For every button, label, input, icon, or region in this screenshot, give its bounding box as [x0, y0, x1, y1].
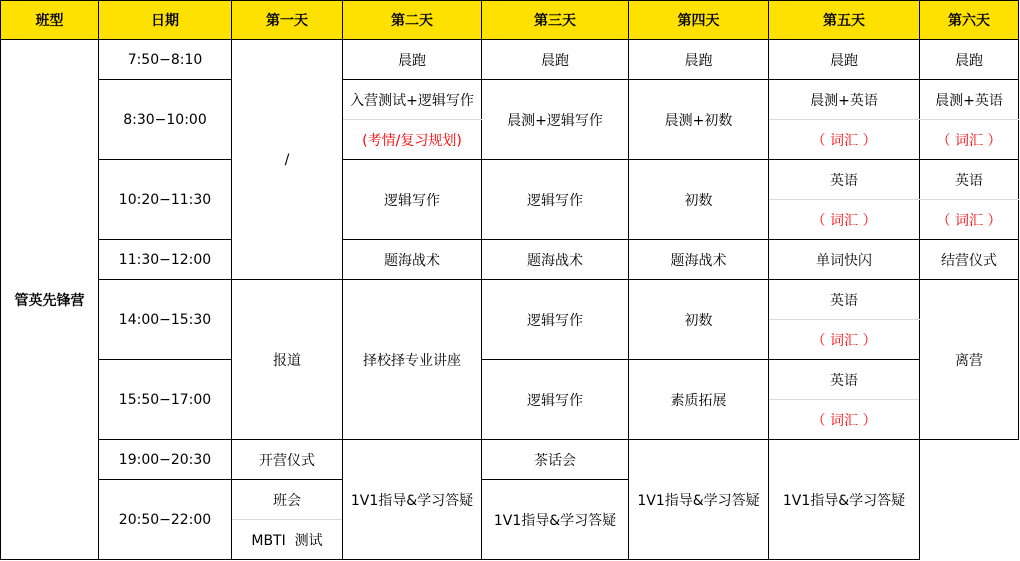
day2-evening-cell: 1V1指导&学习答疑: [343, 440, 482, 560]
day6-cell: 晨跑: [920, 40, 1019, 80]
day4-cell: 初数: [629, 280, 769, 360]
day3-cell: 逻辑写作: [482, 160, 629, 240]
day5-note-cell: （ 词汇 ）: [769, 400, 920, 440]
header-day3: 第三天: [482, 1, 629, 40]
day1-afternoon-cell: 报道: [232, 280, 343, 440]
time-cell: 8:30−10:00: [99, 80, 232, 160]
day5-cell: 单词快闪: [769, 240, 920, 280]
day1-evening-cell: 班会: [232, 480, 343, 520]
time-cell: 15:50−17:00: [99, 360, 232, 440]
table-row: [1, 80, 1019, 120]
table-row: [1, 240, 1019, 280]
day5-cell: 晨跑: [769, 40, 920, 80]
day4-cell: 初数: [629, 160, 769, 240]
day2-note-cell: (考情/复习规划): [343, 120, 482, 160]
day4-cell: 晨测+初数: [629, 80, 769, 160]
header-day6: 第六天: [920, 1, 1019, 40]
table-row: [1, 160, 1019, 200]
day4-cell: 题海战术: [629, 240, 769, 280]
day1-evening-cell: MBTI 测试: [232, 520, 343, 560]
table-row: [1, 360, 1019, 400]
time-cell: 7:50−8:10: [99, 40, 232, 80]
day6-cell: 英语: [920, 160, 1019, 200]
day5-note-cell: （ 词汇 ）: [769, 200, 920, 240]
day6-note-cell: （ 词汇 ）: [920, 120, 1019, 160]
table-row: [1, 40, 1019, 80]
day3-cell: 1V1指导&学习答疑: [482, 480, 629, 560]
day4-cell: 素质拓展: [629, 360, 769, 440]
day6-note-cell: （ 词汇 ）: [920, 200, 1019, 240]
day2-afternoon-cell: 择校择专业讲座: [343, 280, 482, 440]
header-day5: 第五天: [769, 1, 920, 40]
header-day4: 第四天: [629, 1, 769, 40]
header-date: 日期: [99, 1, 232, 40]
day2-cell: 入营测试+逻辑写作: [343, 80, 482, 120]
header-class-type: 班型: [1, 1, 99, 40]
table-row: [1, 440, 1019, 480]
header-day1: 第一天: [232, 1, 343, 40]
time-cell: 14:00−15:30: [99, 280, 232, 360]
table-row: [1, 280, 1019, 320]
day5-note-cell: （ 词汇 ）: [769, 320, 920, 360]
day2-cell: 题海战术: [343, 240, 482, 280]
day5-evening-cell: 1V1指导&学习答疑: [769, 440, 920, 560]
day6-afternoon-cell: 离营: [920, 280, 1019, 440]
day4-cell: 晨跑: [629, 40, 769, 80]
day3-cell: 逻辑写作: [482, 360, 629, 440]
time-cell: 11:30−12:00: [99, 240, 232, 280]
header-row: [1, 1, 1019, 40]
day1-evening-cell: 开营仪式: [232, 440, 343, 480]
class-name-cell: 管英先锋营: [1, 40, 99, 560]
day2-cell: 晨跑: [343, 40, 482, 80]
day2-cell: 逻辑写作: [343, 160, 482, 240]
day5-cell: 英语: [769, 360, 920, 400]
day5-note-cell: （ 词汇 ）: [769, 120, 920, 160]
day6-cell: 晨测+英语: [920, 80, 1019, 120]
day6-cell: 结营仪式: [920, 240, 1019, 280]
day3-cell: 晨测+逻辑写作: [482, 80, 629, 160]
header-day2: 第二天: [343, 1, 482, 40]
day3-cell: 逻辑写作: [482, 280, 629, 360]
time-cell: 20:50−22:00: [99, 480, 232, 560]
day5-cell: 英语: [769, 280, 920, 320]
day5-cell: 英语: [769, 160, 920, 200]
day3-cell: 晨跑: [482, 40, 629, 80]
day4-evening-cell: 1V1指导&学习答疑: [629, 440, 769, 560]
time-cell: 10:20−11:30: [99, 160, 232, 240]
day3-cell: 题海战术: [482, 240, 629, 280]
day3-cell: 茶话会: [482, 440, 629, 480]
day1-morning-cell: /: [232, 40, 343, 280]
time-cell: 19:00−20:30: [99, 440, 232, 480]
day5-cell: 晨测+英语: [769, 80, 920, 120]
